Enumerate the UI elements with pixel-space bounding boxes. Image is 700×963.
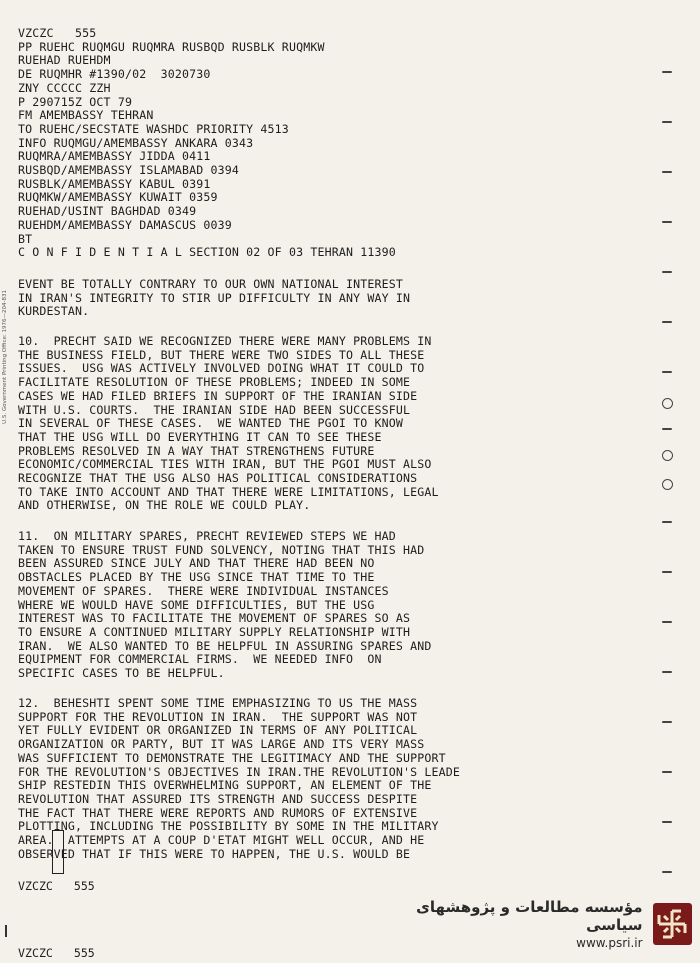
header-lines-line: ZNY CCCCC ZZH	[18, 80, 111, 95]
footer-code-lower: VZCZC 555	[18, 946, 95, 960]
para-10-line: THAT THE USG WILL DO EVERYTHING IT CAN TO SEE THESE	[18, 429, 382, 444]
para-intro-line: KURDESTAN.	[18, 304, 90, 319]
para-11-line: OBSTACLES PLACED BY THE USG SINCE THAT TIME TO THE	[18, 570, 375, 585]
header-lines-line: BT	[18, 231, 33, 246]
header-lines-line: RUSBLK/AMEMBASSY KABUL 0391	[18, 176, 211, 191]
para-11-line: WHERE WE WOULD HAVE SOME DIFFICULTIES, BUT THE USG	[18, 597, 375, 612]
para-12-line: OBSERVED THAT IF THIS WERE TO HAPPEN, THE U.S. WOULD BE	[18, 846, 411, 861]
header-lines-line: P 290715Z OCT 79	[18, 94, 133, 109]
para-10-line: AND OTHERWISE, ON THE ROLE WE COULD PLAY.	[18, 498, 311, 513]
psri-logo-icon	[653, 903, 692, 945]
para-12-line: YET FULLY EVIDENT OR ORGANIZED IN TERMS OF ANY POLITICAL	[18, 723, 418, 738]
header-lines-line: RUEHAD RUEHDM	[18, 53, 111, 68]
header-lines-line: RUEHAD/USINT BAGHDAD 0349	[18, 204, 197, 219]
para-11-line: MOVEMENT OF SPARES. THERE WERE INDIVIDUAL INSTANCES	[18, 583, 389, 598]
para-12-line: SHIP RESTEDIN THIS OVERWHELMING SUPPORT, AN ELEMENT OF THE	[18, 778, 432, 793]
para-10-line: IN SEVERAL OF THESE CASES. WE WANTED THE PGOI TO KNOW	[18, 416, 404, 431]
para-11-line: IRAN. WE ALSO WANTED TO BE HELPFUL IN ASSURING SPARES AND	[18, 638, 432, 653]
para-11-line: INTEREST WAS TO FACILITATE THE MOVEMENT OF SPARES SO AS	[18, 611, 411, 626]
para-12-line: THE FACT THAT THERE WERE REPORTS AND RUMORS OF EXTENSIVE	[18, 805, 418, 820]
header-lines-line: RUEHDM/AMEMBASSY DAMASCUS 0039	[18, 217, 232, 232]
gpo-margin-note: U.S. Government Printing Office: 1976—204-831	[2, 290, 8, 424]
header-lines-line: VZCZC 555	[18, 26, 97, 40]
para-12-line: ORGANIZATION OR PARTY, BUT IT WAS LARGE AND ITS VERY MASS	[18, 737, 425, 752]
para-11-line: 11. ON MILITARY SPARES, PRECHT REVIEWED STEPS WE HAD	[18, 529, 396, 543]
header-lines-line: RUQMKW/AMEMBASSY KUWAIT 0359	[18, 190, 218, 205]
footer-code-upper: VZCZC 555	[18, 879, 95, 893]
para-10-line: PROBLEMS RESOLVED IN A WAY THAT STRENGTHENS FUTURE	[18, 443, 375, 458]
para-12-line: SUPPORT FOR THE REVOLUTION IN IRAN. THE SUPPORT WAS NOT	[18, 709, 418, 724]
para-intro-line: IN IRAN'S INTEGRITY TO STIR UP DIFFICULTY IN ANY WAY IN	[18, 290, 411, 305]
para-11-line: TAKEN TO ENSURE TRUST FUND SOLVENCY, NOTING THAT THIS HAD	[18, 542, 425, 557]
para-10-line: 10. PRECHT SAID WE RECOGNIZED THERE WERE MANY PROBLEMS IN	[18, 334, 432, 348]
para-11-line: TO ENSURE A CONTINUED MILITARY SUPPLY RELATIONSHIP WITH	[18, 624, 411, 639]
para-10-line: ISSUES. USG WAS ACTIVELY INVOLVED DOING WHAT IT COULD TO	[18, 361, 425, 376]
para-intro-line: EVENT BE TOTALLY CONTRARY TO OUR OWN NATIONAL INTEREST	[18, 277, 404, 291]
para-12-line: FOR THE REVOLUTION'S OBJECTIVES IN IRAN.THE REVOLUTION'S LEADE	[18, 764, 461, 779]
para-12-line: 12. BEHESHTI SPENT SOME TIME EMPHASIZING TO US THE MASS	[18, 696, 418, 710]
header-lines-line: DE RUQMHR #1390/02 3020730	[18, 67, 211, 82]
para-10-line: THE BUSINESS FIELD, BUT THERE WERE TWO SIDES TO ALL THESE	[18, 347, 425, 362]
margin-tick	[5, 925, 7, 937]
header-lines-line: RUSBQD/AMEMBASSY ISLAMABAD 0394	[18, 163, 240, 177]
para-12-line: AREA. ATTEMPTS AT A COUP D'ETAT MIGHT WELL OCCUR, AND HE	[18, 833, 425, 847]
para-10-line: TO TAKE INTO ACCOUNT AND THAT THERE WERE LIMITATIONS, LEGAL	[18, 484, 439, 499]
watermark-title: مؤسسه مطالعات و پژوهشهای سیاسی	[416, 898, 643, 934]
para-10-line: CASES WE HAD FILED BRIEFS IN SUPPORT OF THE IRANIAN SIDE	[18, 388, 418, 403]
para-10-line: RECOGNIZE THAT THE USG ALSO HAS POLITICAL CONSIDERATIONS	[18, 471, 418, 485]
header-lines-line: TO RUEHC/SECSTATE WASHDC PRIORITY 4513	[18, 121, 289, 136]
para-12-line: WAS SUFFICIENT TO DEMONSTRATE THE LEGITIMACY AND THE SUPPORT	[18, 750, 446, 765]
para-11-line: EQUIPMENT FOR COMMERCIAL FIRMS. WE NEEDED INFO ON	[18, 652, 382, 667]
para-12-line: PLOTTING, INCLUDING THE POSSIBILITY BY SOME IN THE MILITARY	[18, 819, 439, 834]
para-10-line: ECONOMIC/COMMERCIAL TIES WITH IRAN, BUT THE PGOI MUST ALSO	[18, 457, 432, 472]
para-10-line: WITH U.S. COURTS. THE IRANIAN SIDE HAD BEEN SUCCESSFUL	[18, 402, 411, 417]
para-11-line: SPECIFIC CASES TO BE HELPFUL.	[18, 666, 225, 680]
para-12-line: REVOLUTION THAT ASSURED ITS STRENGTH AND SUCCESS DESPITE	[18, 791, 418, 806]
para-10-line: FACILITATE RESOLUTION OF THESE PROBLEMS; INDEED IN SOME	[18, 375, 411, 390]
header-lines-line: C O N F I D E N T I A L SECTION 02 OF 03 TEHRAN 11390	[18, 245, 396, 260]
header-lines-line: RUQMRA/AMEMBASSY JIDDA 0411	[18, 149, 211, 164]
header-lines-line: INFO RUQMGU/AMEMBASSY ANKARA 0343	[18, 135, 254, 150]
para-11-line: BEEN ASSURED SINCE JULY AND THAT THERE HAD BEEN NO	[18, 556, 375, 571]
text-cursor-box	[52, 830, 64, 874]
psri-watermark	[372, 899, 692, 949]
header-lines-line: PP RUEHC RUQMGU RUQMRA RUSBQD RUSBLK RUQMKW	[18, 39, 325, 54]
watermark-url: www.psri.ir	[576, 936, 643, 950]
header-lines-line: FM AMEMBASSY TEHRAN	[18, 108, 154, 123]
